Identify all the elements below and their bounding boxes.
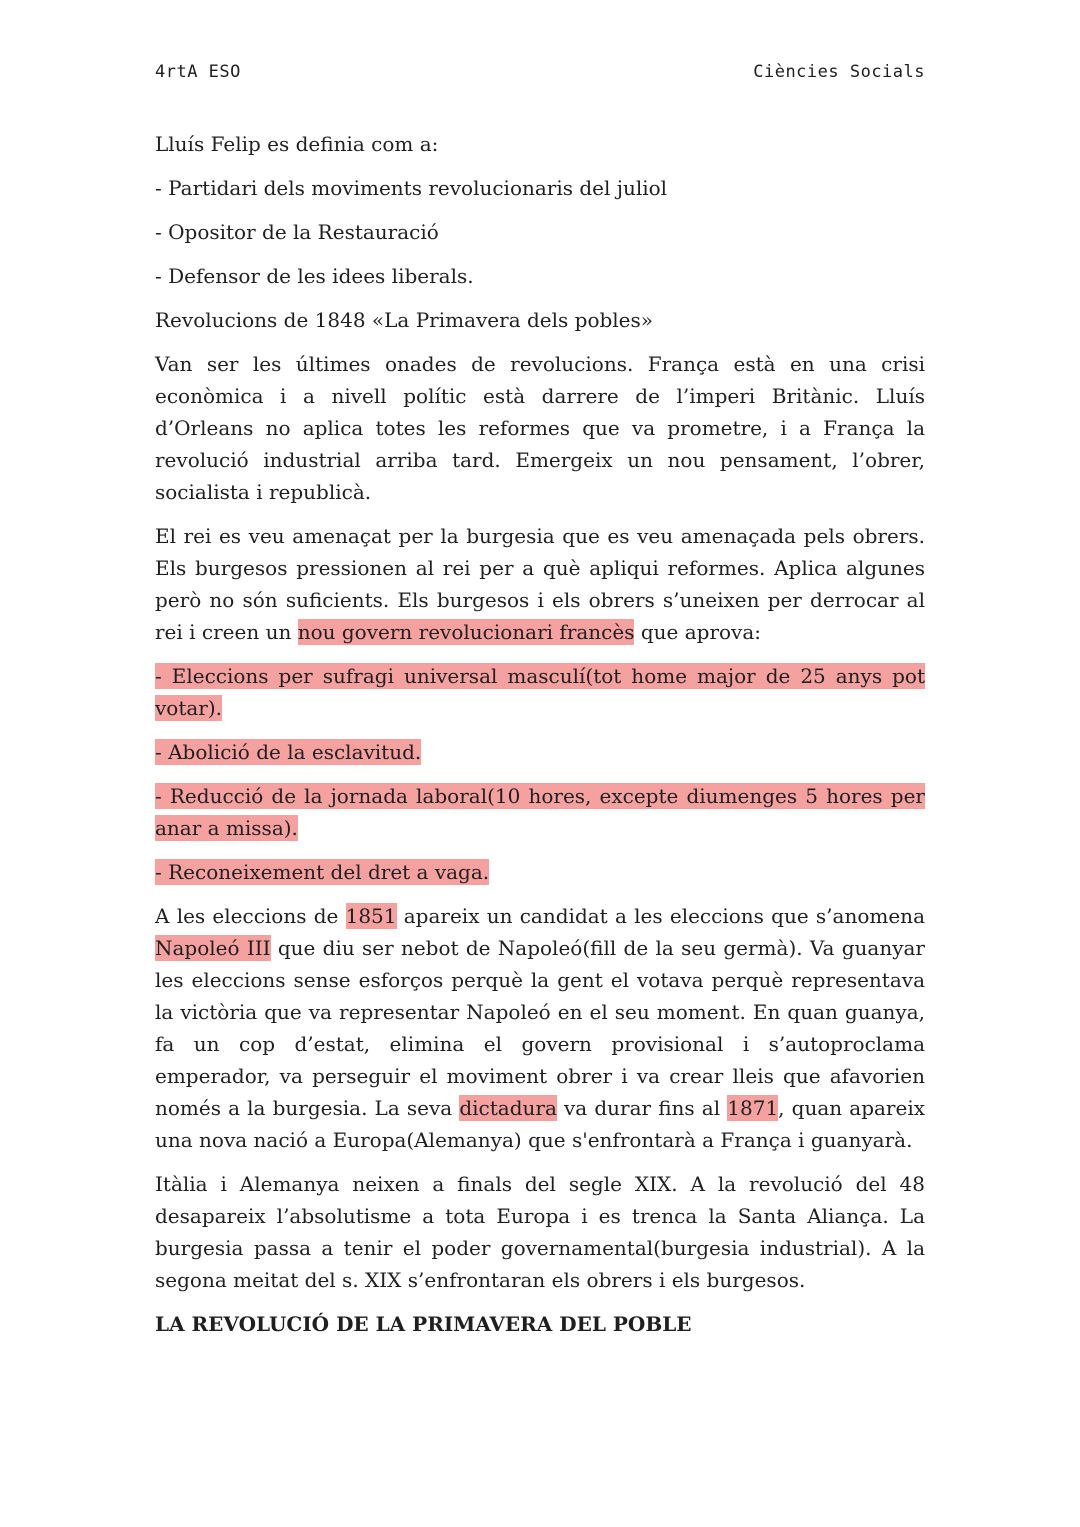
header-subject-label: Ciències Socials — [753, 62, 925, 82]
paragraph — [155, 348, 925, 508]
text-segment: - Partidari dels moviments revolucionaris del juliol — [155, 176, 668, 200]
paragraph — [155, 304, 925, 336]
text-segment: Itàlia i Alemanya neixen a finals del segle XIX. A la revolució del 48 desapareix l’absolutisme a tota Europa i es trenca la Santa Aliança. La burgesia passa a tenir el poder governamental(burgesia industrial). A la segona meitat del s. XIX s’enfrontaran els obrers i els burgesos. — [155, 1172, 925, 1292]
paragraph — [155, 1168, 925, 1296]
text-segment: que aprova: — [634, 620, 762, 644]
highlighted-text: 1851 — [345, 904, 397, 928]
text-segment: El rei es veu amenaçat per la burgesia que es veu amenaçada pels obrers. Els burgesos pressionen al rei per a què apliqui reformes. Aplica algunes però no són suficients. Els burgesos i els obrers s’uneixen per derrocar al rei i creen un — [155, 524, 925, 644]
section-heading — [155, 1308, 925, 1340]
paragraph — [155, 780, 925, 844]
highlighted-text: - Abolició de la esclavitud. — [155, 740, 422, 764]
highlighted-text: - Reducció de la jornada laboral(10 hores, excepte diumenges 5 hores per anar a missa). — [155, 784, 925, 840]
highlighted-text: nou govern revolucionari francès — [297, 620, 635, 644]
paragraph — [155, 660, 925, 724]
paragraph — [155, 520, 925, 648]
document-body — [155, 128, 925, 1340]
text-segment: apareix un candidat a les eleccions que s’anomena — [396, 904, 925, 928]
paragraph — [155, 216, 925, 248]
text-segment: A les eleccions de — [155, 904, 346, 928]
highlighted-text: dictadura — [459, 1096, 557, 1120]
paragraph — [155, 172, 925, 204]
highlighted-text: 1871 — [727, 1096, 779, 1120]
page-header — [155, 62, 925, 82]
text-segment: Van ser les últimes onades de revolucions. França està en una crisi econòmica i a nivell polític està darrere de l’imperi Britànic. Lluís d’Orleans no aplica totes les reformes que va prometre, i a França la revolució industrial arriba tard. Emergeix un nou pensament, l’obrer, socialista i republicà. — [155, 352, 925, 504]
paragraph — [155, 900, 925, 1156]
text-segment: va durar fins al — [556, 1096, 728, 1120]
highlighted-text: Napoleó III — [155, 936, 271, 960]
header-class-label: 4rtA ESO — [155, 62, 241, 82]
paragraph — [155, 260, 925, 292]
paragraph — [155, 736, 925, 768]
paragraph — [155, 128, 925, 160]
text-segment: Lluís Felip es definia com a: — [155, 132, 439, 156]
highlighted-text: - Eleccions per sufragi universal masculí(tot home major de 25 anys pot votar). — [155, 664, 925, 720]
text-segment: - Opositor de la Restauració — [155, 220, 439, 244]
text-segment: - Defensor de les idees liberals. — [155, 264, 474, 288]
text-segment: LA REVOLUCIÓ DE LA PRIMAVERA DEL POBLE — [155, 1312, 692, 1336]
text-segment: que diu ser nebot de Napoleó(fill de la seu germà). Va guanyar les eleccions sense esforços perquè la gent el votava perquè representava la victòria que va representar Napoleó en el seu moment. En quan guanya, fa un cop d’estat, elimina el govern provisional i s’autoproclama emperador, va perseguir el moviment obrer i va crear lleis que afavorien només a la burgesia. La seva — [155, 936, 925, 1120]
highlighted-text: - Reconeixement del dret a vaga. — [155, 860, 490, 884]
paragraph — [155, 856, 925, 888]
text-segment: , quan apareix una nova nació a Europa(Alemanya) que s'enfrontarà a França i guanyarà. — [155, 1096, 925, 1152]
text-segment: Revolucions de 1848 «La Primavera dels pobles» — [155, 308, 654, 332]
